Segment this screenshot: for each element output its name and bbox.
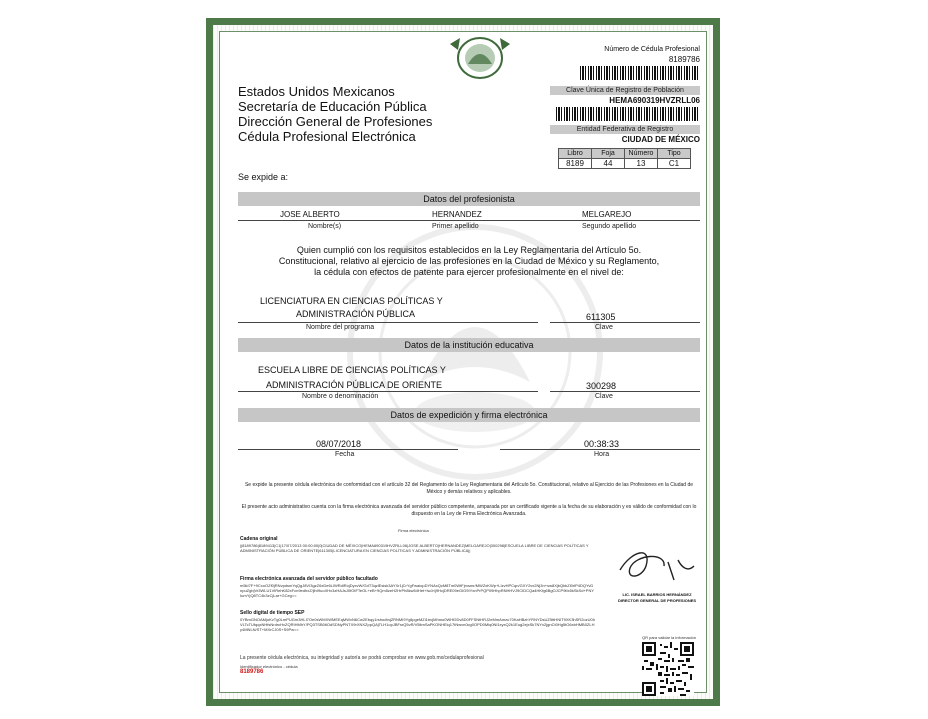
director-name: LIC. ISRAEL BARRIOS HERNÁNDEZ	[622, 592, 692, 597]
hora-caption: Hora	[594, 451, 610, 458]
programa-clave: 611305	[586, 312, 616, 322]
registro-header: Libro	[559, 149, 592, 159]
header-direction: Dirección General de Profesiones	[238, 114, 433, 129]
programa-clave-caption: Clave	[595, 324, 613, 331]
institucion-caption: Nombre o denominación	[302, 393, 379, 400]
registro-header: Número	[625, 149, 658, 159]
qr-code-icon	[642, 642, 694, 696]
nombres-caption: Nombre(s)	[308, 223, 342, 230]
legal-paragraph-2: El presente acto administrativo cuenta con la firma electrónica avanzada del servidor público competente, amparada por un certificado vigente a la fecha de su elaboración y es válido de conformidad con lo dispuesto en la Ley de Firma Electrónica Avanzada.	[241, 504, 697, 517]
registro-header: Tipo	[658, 149, 691, 159]
primer-apellido-value: HERNANDEZ	[432, 210, 482, 219]
verification-text: La presente cédula electrónica, su integridad y autoría se podrá comprobar en www.gob.mx/cedulaprofesional	[240, 655, 484, 661]
programa-clave-rule	[550, 322, 700, 323]
fecha-caption: Fecha	[335, 451, 355, 458]
registro-cell: 13	[625, 159, 658, 169]
requisitos-line-2: Constitucional, relativo al ejercicio de las profesiones en la Ciudad de México y su Reglamento,	[278, 256, 660, 266]
primer-apellido-caption: Primer apellido	[432, 223, 479, 230]
cedula-number-label: Número de Cédula Profesional	[604, 46, 700, 53]
director-signature-icon	[612, 540, 698, 586]
registro-table	[558, 148, 691, 169]
name-rule	[238, 220, 700, 221]
expide-label: Se expide a:	[238, 172, 289, 182]
programa-line-2: ADMINISTRACIÓN PÚBLICA	[296, 309, 416, 319]
institucion-rule	[238, 391, 538, 392]
section-expedicion: Datos de expedición y firma electrónica	[238, 408, 700, 422]
programa-caption: Nombre del programa	[306, 324, 375, 331]
header-secretariat: Secretaría de Educación Pública	[238, 99, 427, 114]
institucion-clave-rule	[550, 391, 700, 392]
entidad-value: CIUDAD DE MÉXICO	[621, 135, 700, 144]
sello-digital: 0YBmGNOAMjoKvTg0LmPUGm3HLI7Oe0sWMXWMEEqMWvN6Cw2Ebqy1rshodtnjZRNMI9YgllpgeMZi1trcjMhmo0WHf2Dv8D0FFSNtHRJ2eMmAmzu70KaHBzhYRNYDsUZ5ttHNIT9XK3hSR2ozU0hVLTcTUfqqxNHfsNrdrcHxZQRIHMhY/PQ3TSB0tiOdSDNyPNTX9rXNXZppQAjTLH1opJBFsrQ5vR/V5ltmSaPKONHEiq17tNwvn0cg0OPD0Mlq0Nl1xyxQ2k1Eug2ejxSk7NYx2jgnCt0Hg5tO6xbHMB0ZLHy4MNLN/ST+MXrCJ0S+S9Pw==	[240, 617, 595, 632]
entidad-label: Entidad Federativa de Registro	[550, 125, 700, 134]
cedula-barcode	[580, 66, 700, 80]
sello-label: Sello digital de tiempo SEP	[240, 610, 305, 616]
identificador-value: 8189786	[240, 669, 264, 675]
registro-header: Foja	[592, 149, 625, 159]
registro-cell: 8189	[559, 159, 592, 169]
cadena-label: Cadena original	[240, 536, 278, 542]
curp-barcode	[556, 107, 700, 121]
institucion-clave: 300298	[586, 381, 617, 391]
certificate-body	[219, 31, 707, 693]
firma-avanzada: m5kI7F+9CxoOZf0jRNvpdsmYqQgJ8VI3gzZ6xDe6LIWRdlRojDyxvW/GdT3qzlEsisk3AYXr1jCrYgFwaiopDYNAxQcM8Tm0WtFjrvsmr/MWZxKWp+LIzvHPCqn/GXY2vx2Nj3n+sw8XjbQbkZl0rlP4DQYvDnpuZgbjVr3WLU1VlRehK82xFcn9edhxZ/jlhI9uoXHx3zHAJsJ0fOtFTeOL+eB+9Qm5zeH2HrPh8kw54Het+IwJr/j9HcjDRE09eGIG9IYxnPrPQP09HhpRNHHVJ9CIDCQa4HKfg6BgOJCP9tIx5kSkSd+PNYIurnYjQ8TC4k3zCjLar+GCeg==	[240, 583, 595, 598]
institucion-line-2: ADMINISTRACIÓN PÚBLICA DE ORIENTE	[266, 380, 443, 390]
hora-rule	[500, 449, 700, 450]
nombres-value: JOSE ALBERTO	[280, 210, 340, 219]
director-title: DIRECTOR GENERAL DE PROFESIONES	[617, 598, 697, 603]
curp-label: Clave Única de Registro de Población	[550, 86, 700, 95]
firma-avanzada-label: Firma electrónica avanzada del servidor público facultado	[240, 576, 378, 582]
cedula-number: 8189786	[668, 55, 700, 64]
certificate-frame	[206, 18, 720, 706]
segundo-apellido-value: MELGAREJO	[582, 210, 632, 219]
header-country: Estados Unidos Mexicanos	[238, 84, 395, 99]
qr-label: QR para validar la información	[641, 635, 697, 640]
fecha-value: 08/07/2018	[316, 439, 362, 449]
registro-cell: C1	[658, 159, 691, 169]
identificador-label: Identificador electrónico - cédula	[240, 664, 298, 669]
requisitos-line-1: Quien cumplió con los requisitos establecidos en la Ley Reglamentaria del Artículo 5o.	[296, 245, 642, 255]
programa-rule	[238, 322, 538, 323]
cadena-original: ||8189786|8189413|C1|17/07/2013 00:00:00|0|CIUDAD DE MÉXICO|HEMA690319HVZRLL06|JOSE ALBERTO|HERNANDEZ|MELGAREJO|300298|ESCUELA LIBRE DE CIENCIAS POLÍTICAS Y ADMINISTRACIÓN PÚBLICA DE ORIENTE|611305|LICENCIATURA EN CIENCIAS POLÍTICAS Y ADMINISTRACIÓN PÚBLICA||	[240, 543, 589, 553]
institucion-line-1: ESCUELA LIBRE DE CIENCIAS POLÍTICAS Y	[258, 365, 446, 375]
national-seal-icon	[446, 34, 514, 84]
requisitos-line-3: la cédula con efectos de patente para ejercer profesionalmente en el nivel de:	[314, 267, 624, 277]
curp-value: HEMA690319HVZRLL06	[609, 96, 700, 105]
segundo-apellido-caption: Segundo apellido	[582, 223, 637, 230]
section-profesionista: Datos del profesionista	[238, 192, 700, 206]
hora-value: 00:38:33	[584, 439, 620, 449]
programa-line-1: LICENCIATURA EN CIENCIAS POLÍTICAS Y	[260, 296, 443, 306]
section-institucion: Datos de la institución educativa	[238, 338, 700, 352]
institucion-clave-caption: Clave	[595, 393, 613, 400]
legal-paragraph-1: Se expide la presente cédula electrónica de conformidad con el artículo 32 del Reglamento de la Ley Reglamentaria del Artículo 5o. Constitucional, relativo al Ejercicio de las Profesiones en la Ciudad de México y demás relativos y aplicables.	[244, 482, 694, 495]
header-document-type: Cédula Profesional Electrónica	[238, 129, 416, 144]
fecha-rule	[238, 449, 458, 450]
registro-cell: 44	[592, 159, 625, 169]
firma-electronica-title: Firma electrónica	[398, 528, 429, 533]
